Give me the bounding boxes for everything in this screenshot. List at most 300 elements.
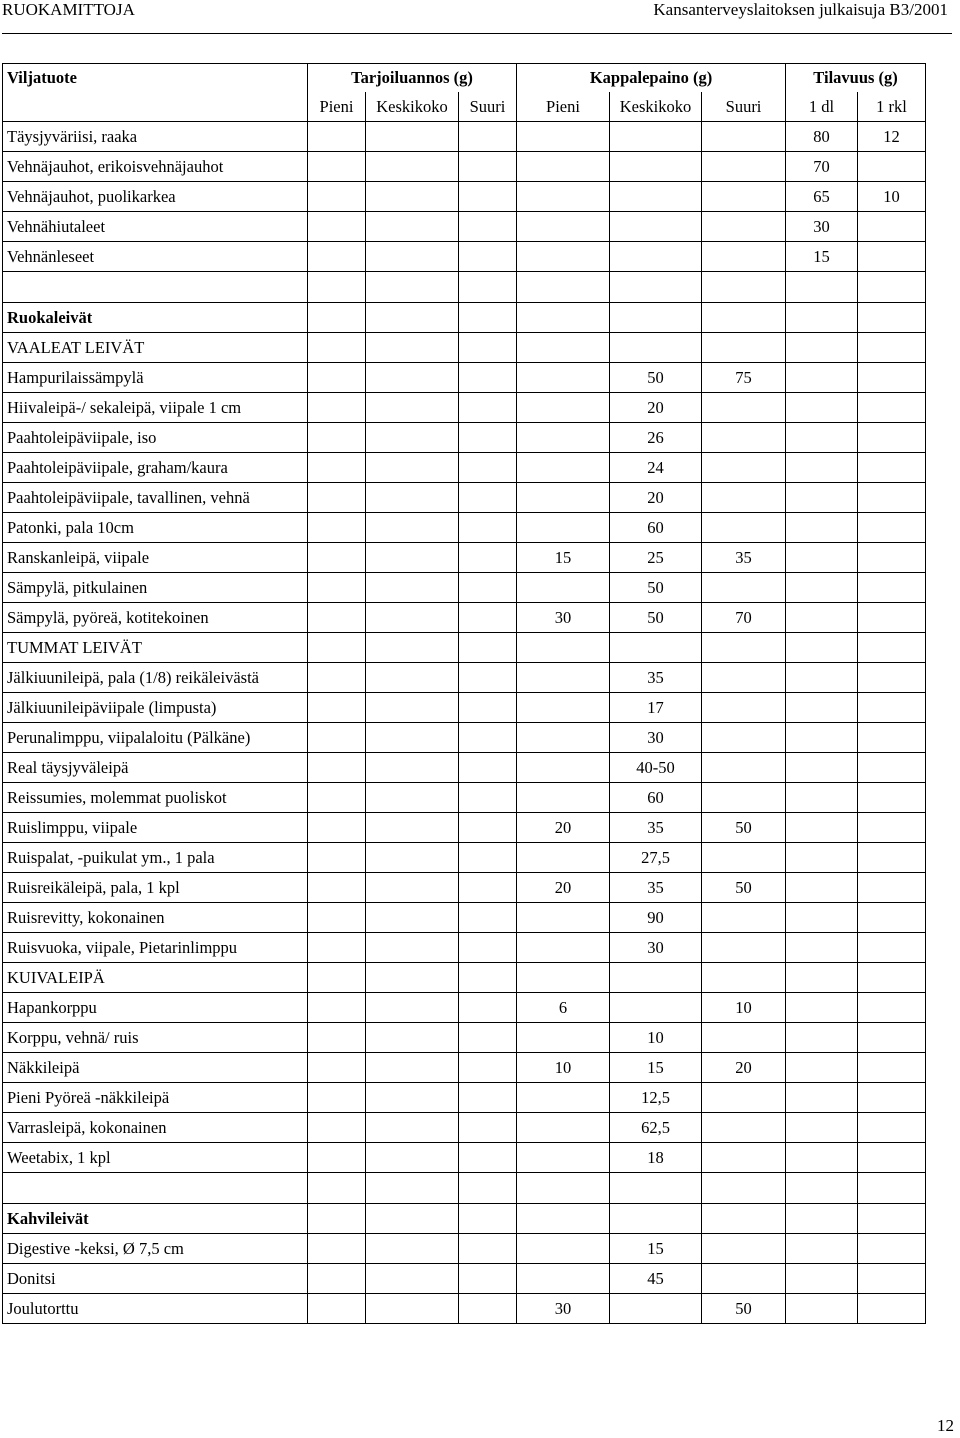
table-cell bbox=[459, 993, 517, 1023]
table-row bbox=[3, 603, 926, 633]
table-cell bbox=[459, 393, 517, 423]
table-cell bbox=[858, 212, 926, 242]
table-cell bbox=[517, 182, 610, 212]
table-cell bbox=[366, 483, 459, 513]
table-cell bbox=[308, 573, 366, 603]
table-cell: 30 bbox=[610, 723, 702, 753]
table-cell bbox=[610, 963, 702, 993]
table-cell bbox=[308, 1023, 366, 1053]
table-cell bbox=[366, 963, 459, 993]
subheader-serving-medium: Keskikoko bbox=[366, 92, 459, 122]
table-cell bbox=[858, 753, 926, 783]
table-cell bbox=[786, 783, 858, 813]
table-row bbox=[3, 723, 926, 753]
product-name: Pieni Pyöreä -näkkileipä bbox=[3, 1083, 308, 1113]
table-cell bbox=[308, 1053, 366, 1083]
table-cell bbox=[366, 182, 459, 212]
table-cell bbox=[702, 933, 786, 963]
table-cell bbox=[366, 543, 459, 573]
table-cell: 50 bbox=[610, 603, 702, 633]
product-name: Korppu, vehnä/ ruis bbox=[3, 1023, 308, 1053]
table-cell bbox=[366, 1113, 459, 1143]
table-cell bbox=[308, 753, 366, 783]
table-cell bbox=[786, 1083, 858, 1113]
table-cell bbox=[702, 182, 786, 212]
table-cell: 60 bbox=[610, 513, 702, 543]
table-cell bbox=[702, 753, 786, 783]
table-cell bbox=[308, 1294, 366, 1324]
table-cell bbox=[786, 393, 858, 423]
table-cell bbox=[517, 152, 610, 182]
table-cell bbox=[308, 1113, 366, 1143]
table-cell bbox=[308, 993, 366, 1023]
table-cell bbox=[858, 333, 926, 363]
table-cell bbox=[702, 1204, 786, 1234]
product-name: Täysjyväriisi, raaka bbox=[3, 122, 308, 152]
table-cell bbox=[308, 333, 366, 363]
table-cell: 10 bbox=[858, 182, 926, 212]
table-group-header-row bbox=[3, 64, 926, 93]
table-cell bbox=[858, 663, 926, 693]
table-cell bbox=[702, 152, 786, 182]
table-cell bbox=[366, 993, 459, 1023]
header-publication-series: Kansanterveyslaitoksen julkaisuja B3/2001 bbox=[653, 0, 948, 19]
table-row bbox=[3, 1113, 926, 1143]
product-name: Patonki, pala 10cm bbox=[3, 513, 308, 543]
table-cell bbox=[610, 242, 702, 272]
table-cell: 20 bbox=[517, 813, 610, 843]
product-name: Sämpylä, pyöreä, kotitekoinen bbox=[3, 603, 308, 633]
table-cell bbox=[366, 1234, 459, 1264]
product-name: Vehnähiutaleet bbox=[3, 212, 308, 242]
table-cell bbox=[459, 272, 517, 303]
table-cell bbox=[308, 393, 366, 423]
table-cell bbox=[308, 1173, 366, 1204]
table-cell bbox=[3, 1173, 308, 1204]
table-cell bbox=[366, 873, 459, 903]
table-cell: 24 bbox=[610, 453, 702, 483]
table-cell bbox=[459, 1023, 517, 1053]
table-cell bbox=[786, 723, 858, 753]
table-cell bbox=[858, 1053, 926, 1083]
table-cell: 30 bbox=[517, 1294, 610, 1324]
table-cell: 10 bbox=[702, 993, 786, 1023]
product-name: Näkkileipä bbox=[3, 1053, 308, 1083]
table-cell bbox=[786, 663, 858, 693]
table-cell bbox=[786, 573, 858, 603]
table-section-row bbox=[3, 333, 926, 363]
table-row bbox=[3, 693, 926, 723]
product-name: Jälkiuunileipäviipale (limpusta) bbox=[3, 693, 308, 723]
product-name: Joulutorttu bbox=[3, 1294, 308, 1324]
table-cell: 27,5 bbox=[610, 843, 702, 873]
table-cell bbox=[366, 1023, 459, 1053]
product-name: Vehnäjauhot, puolikarkea bbox=[3, 182, 308, 212]
table-cell: 35 bbox=[610, 813, 702, 843]
table-cell: 75 bbox=[702, 363, 786, 393]
header-divider bbox=[2, 33, 952, 34]
table-row bbox=[3, 993, 926, 1023]
table-cell bbox=[459, 933, 517, 963]
table-cell bbox=[702, 212, 786, 242]
table-cell bbox=[366, 122, 459, 152]
table-cell bbox=[366, 242, 459, 272]
table-cell bbox=[459, 1173, 517, 1204]
table-cell bbox=[308, 873, 366, 903]
table-row bbox=[3, 843, 926, 873]
table-cell bbox=[308, 483, 366, 513]
table-cell bbox=[517, 933, 610, 963]
table-cell bbox=[786, 633, 858, 663]
table-cell bbox=[517, 1083, 610, 1113]
product-name: Ranskanleipä, viipale bbox=[3, 543, 308, 573]
table-cell bbox=[308, 363, 366, 393]
section-label: TUMMAT LEIVÄT bbox=[3, 633, 308, 663]
table-cell bbox=[517, 483, 610, 513]
table-cell bbox=[702, 1083, 786, 1113]
table-cell bbox=[366, 363, 459, 393]
table-cell: 15 bbox=[610, 1053, 702, 1083]
table-cell bbox=[858, 693, 926, 723]
table-row bbox=[3, 182, 926, 212]
table-cell bbox=[786, 1143, 858, 1173]
table-cell bbox=[459, 483, 517, 513]
table-cell bbox=[610, 303, 702, 333]
table-cell bbox=[786, 753, 858, 783]
table-cell: 50 bbox=[702, 813, 786, 843]
table-cell bbox=[366, 663, 459, 693]
table-cell bbox=[517, 272, 610, 303]
table-cell bbox=[786, 1294, 858, 1324]
table-cell bbox=[610, 272, 702, 303]
table-cell bbox=[366, 783, 459, 813]
table-cell bbox=[459, 603, 517, 633]
table-cell bbox=[610, 212, 702, 242]
table-cell: 90 bbox=[610, 903, 702, 933]
table-cell bbox=[858, 903, 926, 933]
table-cell bbox=[702, 633, 786, 663]
product-name: Jälkiuunileipä, pala (1/8) reikäleivästä bbox=[3, 663, 308, 693]
table-cell bbox=[459, 783, 517, 813]
table-cell bbox=[858, 993, 926, 1023]
table-cell bbox=[308, 633, 366, 663]
table-row bbox=[3, 1264, 926, 1294]
table-cell bbox=[858, 573, 926, 603]
table-cell bbox=[517, 843, 610, 873]
table-cell bbox=[858, 1023, 926, 1053]
table-cell bbox=[702, 1023, 786, 1053]
table-cell: 10 bbox=[517, 1053, 610, 1083]
table-cell bbox=[786, 873, 858, 903]
table-row bbox=[3, 1083, 926, 1113]
table-cell bbox=[366, 1204, 459, 1234]
table-cell bbox=[786, 453, 858, 483]
table-cell bbox=[786, 483, 858, 513]
table-cell bbox=[858, 363, 926, 393]
table-cell bbox=[366, 693, 459, 723]
table-cell bbox=[366, 1083, 459, 1113]
table-cell bbox=[702, 903, 786, 933]
table-cell bbox=[308, 693, 366, 723]
table-cell bbox=[308, 1204, 366, 1234]
product-name: Digestive -keksi, Ø 7,5 cm bbox=[3, 1234, 308, 1264]
table-cell bbox=[858, 1173, 926, 1204]
table-cell bbox=[3, 272, 308, 303]
table-row bbox=[3, 663, 926, 693]
table-cell bbox=[459, 873, 517, 903]
table-row bbox=[3, 1023, 926, 1053]
table-cell: 15 bbox=[610, 1234, 702, 1264]
table-cell bbox=[517, 633, 610, 663]
table-cell bbox=[786, 1264, 858, 1294]
table-cell bbox=[858, 543, 926, 573]
table-cell bbox=[517, 723, 610, 753]
table-row bbox=[3, 363, 926, 393]
table-row bbox=[3, 423, 926, 453]
table-cell bbox=[366, 603, 459, 633]
table-cell bbox=[459, 1143, 517, 1173]
table-cell bbox=[786, 423, 858, 453]
subheader-serving-large: Suuri bbox=[459, 92, 517, 122]
table-cell bbox=[517, 1234, 610, 1264]
table-cell bbox=[858, 303, 926, 333]
column-group-piece-weight: Kappalepaino (g) bbox=[517, 64, 786, 93]
table-row bbox=[3, 1053, 926, 1083]
table-cell bbox=[702, 573, 786, 603]
table-cell bbox=[459, 152, 517, 182]
table-cell bbox=[459, 242, 517, 272]
table-cell bbox=[858, 1264, 926, 1294]
table-cell bbox=[517, 393, 610, 423]
table-cell: 30 bbox=[517, 603, 610, 633]
table-row bbox=[3, 573, 926, 603]
table-cell bbox=[702, 1143, 786, 1173]
table-cell bbox=[366, 723, 459, 753]
table-cell bbox=[459, 1113, 517, 1143]
subheader-piece-medium: Keskikoko bbox=[610, 92, 702, 122]
table-cell: 50 bbox=[702, 1294, 786, 1324]
table-cell bbox=[366, 333, 459, 363]
section-label: Kahvileivät bbox=[3, 1204, 308, 1234]
table-cell bbox=[459, 333, 517, 363]
table-cell bbox=[308, 903, 366, 933]
table-cell bbox=[786, 1234, 858, 1264]
product-name: Ruispalat, -puikulat ym., 1 pala bbox=[3, 843, 308, 873]
product-name: Hampurilaissämpylä bbox=[3, 363, 308, 393]
table-cell bbox=[459, 363, 517, 393]
table-cell: 20 bbox=[610, 393, 702, 423]
table-cell bbox=[858, 1083, 926, 1113]
product-name: Reissumies, molemmat puoliskot bbox=[3, 783, 308, 813]
table-cell bbox=[308, 543, 366, 573]
table-cell bbox=[459, 753, 517, 783]
table-subheader-row bbox=[3, 92, 926, 122]
table-cell: 26 bbox=[610, 423, 702, 453]
table-cell bbox=[858, 513, 926, 543]
section-label: VAALEAT LEIVÄT bbox=[3, 333, 308, 363]
column-group-serving: Tarjoiluannos (g) bbox=[308, 64, 517, 93]
table-cell bbox=[610, 333, 702, 363]
table-cell bbox=[517, 693, 610, 723]
table-cell bbox=[610, 633, 702, 663]
table-cell bbox=[858, 1113, 926, 1143]
table-cell bbox=[308, 122, 366, 152]
column-header-product-blank bbox=[3, 92, 308, 122]
table-cell bbox=[366, 212, 459, 242]
table-cell bbox=[786, 963, 858, 993]
table-cell bbox=[786, 272, 858, 303]
table-cell bbox=[517, 1204, 610, 1234]
table-cell: 70 bbox=[786, 152, 858, 182]
table-cell bbox=[610, 182, 702, 212]
table-cell bbox=[786, 513, 858, 543]
table-cell bbox=[459, 212, 517, 242]
table-row bbox=[3, 933, 926, 963]
table-cell bbox=[459, 813, 517, 843]
table-cell: 50 bbox=[610, 573, 702, 603]
table-cell bbox=[610, 1294, 702, 1324]
table-cell bbox=[517, 423, 610, 453]
table-cell bbox=[702, 1173, 786, 1204]
section-label: KUIVALEIPÄ bbox=[3, 963, 308, 993]
table-cell bbox=[517, 903, 610, 933]
table-cell bbox=[459, 903, 517, 933]
table-cell bbox=[517, 963, 610, 993]
product-name: Perunalimppu, viipalaloitu (Pälkäne) bbox=[3, 723, 308, 753]
table-cell bbox=[702, 783, 786, 813]
product-name: Ruisreikäleipä, pala, 1 kpl bbox=[3, 873, 308, 903]
table-cell: 25 bbox=[610, 543, 702, 573]
table-cell bbox=[308, 783, 366, 813]
table-cell bbox=[786, 693, 858, 723]
table-cell bbox=[858, 963, 926, 993]
subheader-volume-dl: 1 dl bbox=[786, 92, 858, 122]
table-cell bbox=[308, 963, 366, 993]
table-cell bbox=[308, 453, 366, 483]
table-cell: 65 bbox=[786, 182, 858, 212]
table-cell bbox=[459, 633, 517, 663]
product-name: Paahtoleipäviipale, iso bbox=[3, 423, 308, 453]
table-cell bbox=[517, 1113, 610, 1143]
product-name: Ruisvuoka, viipale, Pietarinlimppu bbox=[3, 933, 308, 963]
table-cell bbox=[702, 693, 786, 723]
table-cell bbox=[459, 423, 517, 453]
table-cell bbox=[366, 303, 459, 333]
table-section-row bbox=[3, 1204, 926, 1234]
table-cell bbox=[610, 1173, 702, 1204]
table-cell bbox=[366, 1143, 459, 1173]
table-cell bbox=[517, 242, 610, 272]
table-cell: 50 bbox=[610, 363, 702, 393]
table-cell: 30 bbox=[786, 212, 858, 242]
table-cell bbox=[517, 663, 610, 693]
table-cell bbox=[366, 272, 459, 303]
table-cell bbox=[702, 1113, 786, 1143]
table-cell bbox=[459, 513, 517, 543]
table-cell bbox=[308, 272, 366, 303]
table-blank-row bbox=[3, 1173, 926, 1204]
table-row bbox=[3, 753, 926, 783]
table-cell bbox=[366, 152, 459, 182]
table-cell bbox=[459, 1234, 517, 1264]
table-cell bbox=[702, 303, 786, 333]
table-cell: 50 bbox=[702, 873, 786, 903]
table-row bbox=[3, 152, 926, 182]
table-cell bbox=[786, 363, 858, 393]
table-blank-row bbox=[3, 272, 926, 303]
table-cell bbox=[702, 963, 786, 993]
table-cell bbox=[308, 242, 366, 272]
table-cell bbox=[858, 483, 926, 513]
table-cell bbox=[459, 182, 517, 212]
table-cell bbox=[308, 663, 366, 693]
table-cell bbox=[517, 1264, 610, 1294]
table-cell bbox=[517, 1173, 610, 1204]
product-name: Hiivaleipä-/ sekaleipä, viipale 1 cm bbox=[3, 393, 308, 423]
table-cell bbox=[786, 843, 858, 873]
table-cell bbox=[308, 152, 366, 182]
table-row bbox=[3, 212, 926, 242]
table-cell bbox=[786, 1053, 858, 1083]
table-cell bbox=[308, 1264, 366, 1294]
table-cell bbox=[517, 303, 610, 333]
table-cell: 12,5 bbox=[610, 1083, 702, 1113]
table-cell bbox=[858, 1294, 926, 1324]
portion-size-table bbox=[2, 63, 926, 1324]
table-cell bbox=[308, 813, 366, 843]
table-cell bbox=[858, 633, 926, 663]
table-cell bbox=[858, 242, 926, 272]
table-row bbox=[3, 242, 926, 272]
table-cell bbox=[702, 423, 786, 453]
table-row bbox=[3, 813, 926, 843]
table-cell bbox=[308, 723, 366, 753]
table-cell bbox=[858, 393, 926, 423]
table-cell bbox=[858, 1204, 926, 1234]
table-cell bbox=[702, 453, 786, 483]
product-name: Sämpylä, pitkulainen bbox=[3, 573, 308, 603]
table-cell bbox=[517, 212, 610, 242]
table-cell bbox=[702, 393, 786, 423]
table-cell bbox=[858, 1234, 926, 1264]
table-row bbox=[3, 122, 926, 152]
table-cell bbox=[459, 723, 517, 753]
table-cell bbox=[459, 453, 517, 483]
table-cell bbox=[702, 333, 786, 363]
table-cell bbox=[610, 152, 702, 182]
table-cell: 20 bbox=[517, 873, 610, 903]
table-cell bbox=[459, 303, 517, 333]
table-row bbox=[3, 1234, 926, 1264]
table-cell: 35 bbox=[702, 543, 786, 573]
table-cell: 6 bbox=[517, 993, 610, 1023]
product-name: Ruislimppu, viipale bbox=[3, 813, 308, 843]
table-cell bbox=[459, 573, 517, 603]
table-cell: 35 bbox=[610, 663, 702, 693]
table-cell bbox=[308, 303, 366, 333]
table-section-row bbox=[3, 633, 926, 663]
table-cell bbox=[517, 573, 610, 603]
subheader-volume-tbsp: 1 rkl bbox=[858, 92, 926, 122]
product-name: Ruisrevitty, kokonainen bbox=[3, 903, 308, 933]
table-row bbox=[3, 393, 926, 423]
table-cell bbox=[858, 152, 926, 182]
table-cell bbox=[308, 1234, 366, 1264]
product-name: Vehnäjauhot, erikoisvehnäjauhot bbox=[3, 152, 308, 182]
column-header-product: Viljatuote bbox=[3, 64, 308, 93]
table-cell bbox=[366, 753, 459, 783]
table-cell bbox=[459, 1294, 517, 1324]
